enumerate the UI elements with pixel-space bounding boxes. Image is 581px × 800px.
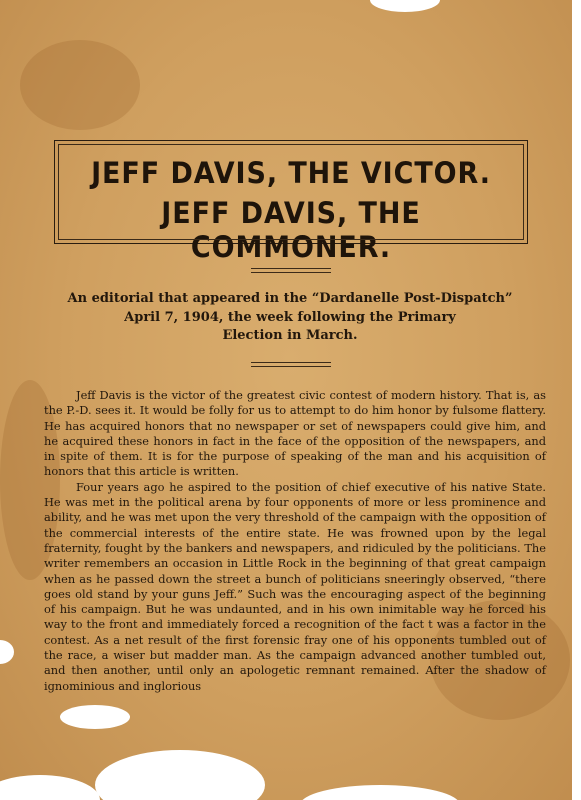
paragraph-2: Four years ago he aspired to the position of chief executive of his native State. He was met in the political arena by four opponents of more or less prominence and ability, and he was met upon the very threshold of the campaign with the opposition of the commercial interests of the entire state. He was frowned upon by the legal fraternity, fought by the bankers and newspapers, and ridiculed by the politicians. The writer remembers an occasion in Little Rock in the beginning of that great campaign when as he passed down the street a bunch of politicians sneeringly observed, “there goes old stand by your guns Jeff.” Such was the encouraging aspect of the beginning of his campaign. But he was undaunted, and in his own inimitable way he forced his way to the front and immediately forced a recognition of the fact t was a factor in the contest. As a net result of the first forensic fray one of his opponents tumbled out of the race, a wiser but madder man. As the campaign advanced another tumbled out, and then another, until only an apologetic remnant remained. After the shadow of ignominious and inglorious [44,479,546,693]
intro-line-3: Election in March. [222,328,358,343]
article-body [44,388,546,694]
torn-edge [0,775,100,800]
torn-edge [300,785,460,800]
divider-rule [251,362,331,363]
torn-edge [60,705,130,729]
intro-line-2: April 7, 1904, the week following the Primary [124,309,456,325]
divider-rule [251,272,331,273]
torn-edge [572,0,581,800]
headline-line-2: JEFF DAVIS, THE COMMONER. [161,196,421,264]
paragraph-1: Jeff Davis is the victor of the greatest civic contest of modern history. That is, as the P.-D. sees it. It would be folly for us to attempt to do him honor by fulsome flattery. He has acquired honors that no newspaper or set of newspapers could give him, and he acquired these honors in fact in the face of the opposition of the newspapers, and in spite of them. It is for the purpose of speaking of the man and his acquisition of honors that this article is written. [44,388,546,479]
torn-edge [370,0,440,12]
headline-line-1: JEFF DAVIS, THE VICTOR. [91,156,491,190]
divider-rule [251,268,331,269]
intro-line-1: An editorial that appeared in the “Dardanelle Post-Dispatch” [67,291,513,306]
editorial-intro [40,290,540,346]
headline-box [54,140,528,264]
torn-edge [0,640,14,664]
torn-edge [95,750,265,800]
divider-rule [251,366,331,367]
paper-stain [20,40,140,130]
